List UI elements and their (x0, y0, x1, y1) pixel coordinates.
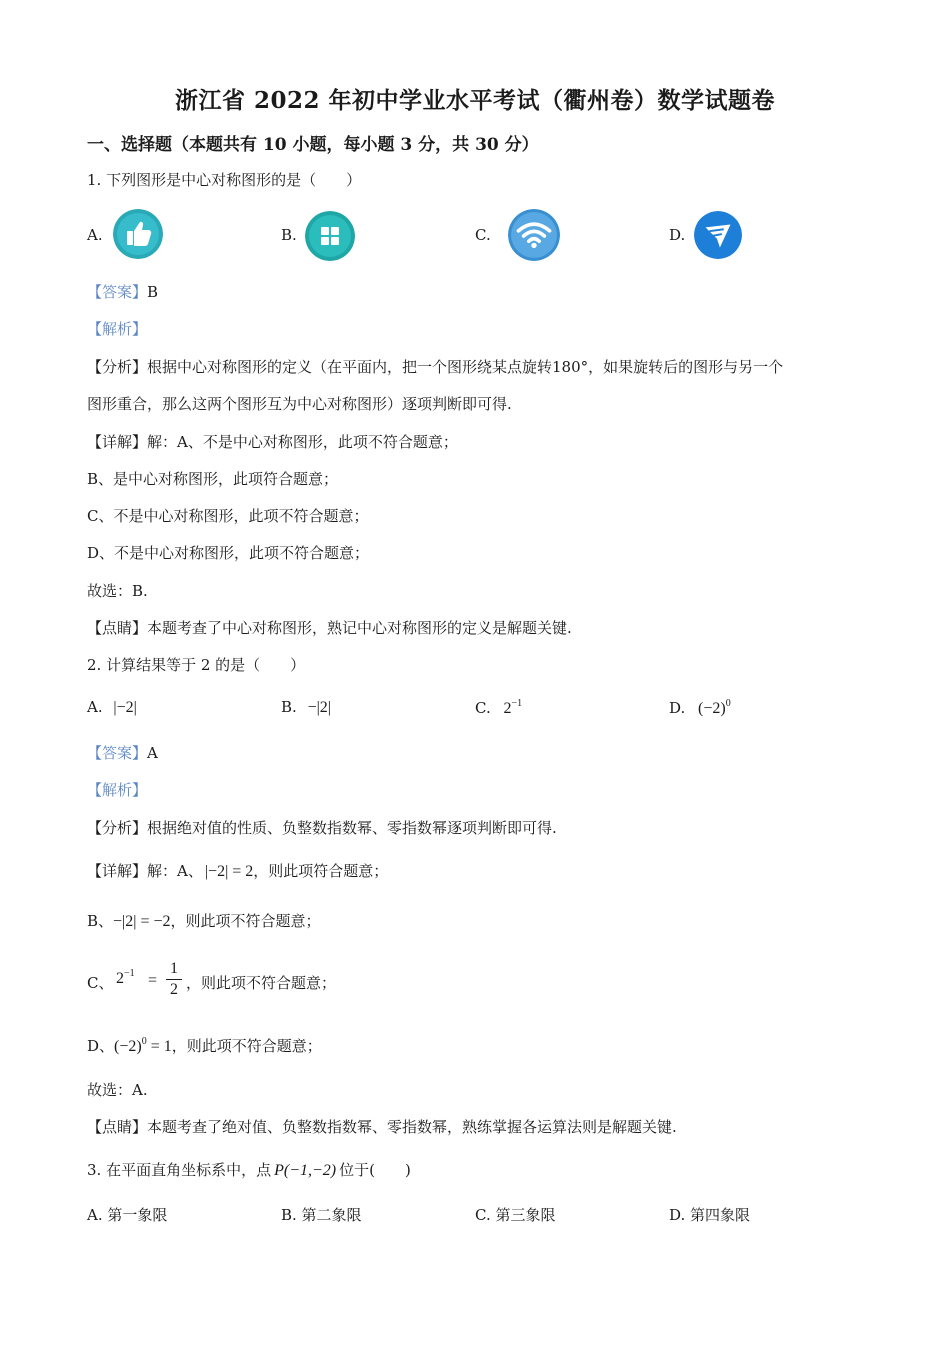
q2-dianjing: 【点睛】本题考查了绝对值、负整数指数幂、零指数幂，熟练掌握各运算法则是解题关键. (87, 1118, 677, 1136)
q1-detail-c: C、不是中心对称图形，此项不符合题意； (87, 507, 369, 525)
q2-answer-line (87, 742, 158, 763)
q1-dianjing: 【点睛】本题考查了中心对称图形，熟记中心对称图形的定义是解题关键. (87, 619, 572, 637)
q1-option-c-label: C. (475, 226, 491, 244)
fraction-numerator: 1 (170, 960, 178, 977)
app-logo-icon (694, 211, 742, 259)
detail-d-base: (−2) (114, 1038, 142, 1055)
q3-option-a: A. 第一象限 (87, 1206, 168, 1224)
q1-stem: 1. 下列图形是中心对称图形的是（ ） (87, 171, 362, 189)
answer-tag: 【答案】 (87, 283, 148, 301)
q1-analysis-tag: 【解析】 (87, 320, 148, 338)
wifi-icon (508, 209, 560, 261)
q2-option-a-label: A. (87, 698, 103, 716)
detail-c-base: 2 (116, 970, 124, 987)
q3-point: P(−1,−2) (274, 1162, 337, 1179)
q2-option-c-exp: −1 (511, 698, 523, 709)
q2-analysis-tag: 【解析】 (87, 781, 148, 799)
q2-option-c-math (504, 700, 523, 717)
q1-detail-a: 【详解】解：A、不是中心对称图形，此项不符合题意； (87, 433, 458, 451)
q2-option-d (669, 698, 731, 718)
q2-detail-d (87, 1035, 322, 1056)
q2-option-a-math: |−2| (113, 699, 137, 716)
q2-option-a (87, 698, 137, 717)
q3-stem-suffix: 位于( ) (339, 1161, 411, 1179)
q3-stem (87, 1159, 411, 1180)
detail-math (114, 1038, 172, 1055)
q3-stem-prefix: 3. 在平面直角坐标系中，点 (87, 1161, 272, 1179)
q2-option-c-base: 2 (503, 700, 512, 717)
section-heading: 一、选择题（本题共有 10 小题，每小题 3 分，共 30 分） (87, 135, 539, 155)
detail-suffix: ，则此项不符合题意； (170, 912, 321, 930)
q1-option-d-label: D. (669, 226, 686, 244)
q1-option-a-label: A. (87, 226, 103, 244)
q1-analysis-line2: 图形重合，那么这两个图形互为中心对称图形）逐项判断即可得. (87, 395, 512, 413)
q3-option-c: C. 第三象限 (475, 1206, 556, 1224)
page-title: 浙江省 2022 年初中学业水平考试（衢州卷）数学试题卷 (174, 87, 776, 114)
q1-option-b-label: B. (281, 226, 297, 244)
detail-math: |−2| = 2 (204, 863, 254, 880)
q1-detail-b: B、是中心对称图形，此项符合题意； (87, 470, 339, 488)
fraction-bar (166, 979, 182, 980)
q1-choose: 故选：B. (87, 582, 148, 600)
q2-option-d-label: D. (669, 699, 686, 717)
q2-detail-c-power (116, 968, 135, 988)
q2-option-d-math (698, 700, 731, 717)
answer-value: A (147, 744, 158, 762)
q2-option-d-base: (−2) (698, 700, 726, 717)
q1-answer-line (87, 281, 158, 302)
fraction-denominator: 2 (170, 981, 178, 998)
detail-math: −|2| = −2 (113, 913, 171, 930)
detail-suffix: ，则此项不符合题意； (171, 1037, 322, 1055)
q2-analysis: 【分析】根据绝对值的性质、负整数指数幂、零指数幂逐项判断即可得. (87, 819, 557, 837)
q1-detail-d: D、不是中心对称图形，此项不符合题意； (87, 544, 370, 562)
detail-c-exp: −1 (124, 968, 135, 979)
thumbs-up-icon (113, 209, 163, 259)
q1-analysis-line1: 【分析】根据中心对称图形的定义（在平面内，把一个图形绕某点旋转180°，如果旋转后的图形与另一个 (87, 358, 784, 376)
q2-detail-c-equals: = (148, 972, 158, 989)
detail-d-exp: 0 (141, 1036, 147, 1047)
q2-detail-a (87, 860, 388, 881)
q2-option-c (475, 698, 522, 718)
q2-detail-c-suffix: ，则此项不符合题意； (186, 974, 337, 992)
q2-option-b-label: B. (281, 698, 297, 716)
q2-choose: 故选：A. (87, 1081, 148, 1099)
q2-option-b-math: −|2| (307, 699, 332, 716)
q2-detail-b (87, 910, 321, 931)
q2-stem: 2. 计算结果等于 2 的是（ ） (87, 656, 306, 674)
q2-detail-c-prefix: C、 (87, 974, 114, 992)
detail-d-equals: = 1 (150, 1038, 172, 1055)
answer-tag: 【答案】 (87, 744, 148, 762)
q2-option-d-exp: 0 (725, 698, 731, 709)
answer-value: B (147, 283, 159, 301)
windows-grid-icon (305, 211, 355, 261)
detail-suffix: ，则此项符合题意； (253, 862, 389, 880)
q2-option-c-label: C. (475, 699, 491, 717)
q2-option-b (281, 698, 331, 717)
detail-prefix: 【详解】解：A、 (87, 862, 203, 880)
detail-prefix: D、 (87, 1037, 115, 1055)
q3-option-b: B. 第二象限 (281, 1206, 362, 1224)
detail-prefix: B、 (87, 912, 114, 930)
q2-detail-c-fraction (166, 960, 182, 999)
q3-option-d: D. 第四象限 (669, 1206, 751, 1224)
